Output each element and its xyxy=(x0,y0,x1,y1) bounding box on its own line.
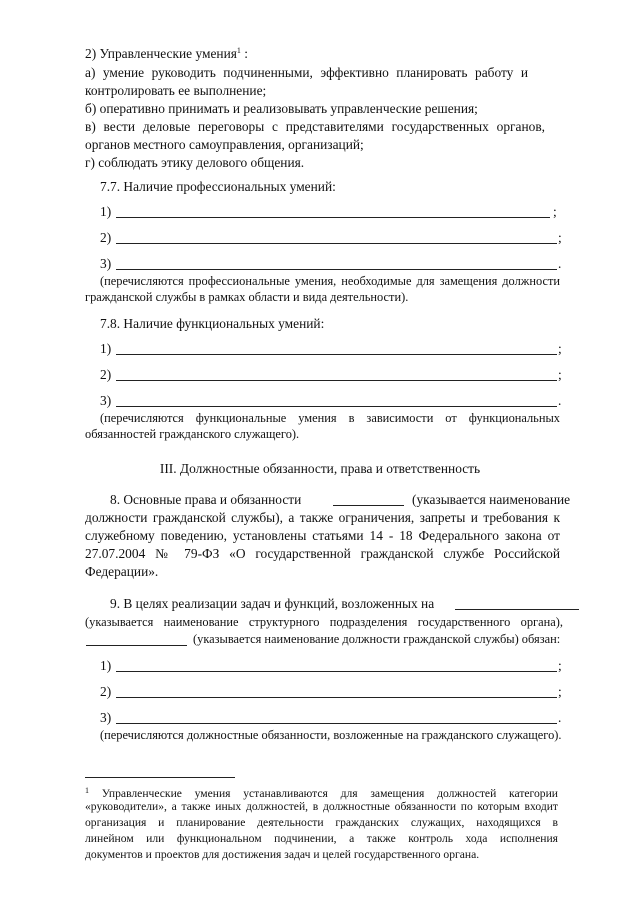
rights-paragraph-line: должности гражданской службы), а также ограничения, запреты и требования к xyxy=(85,510,560,525)
list-item-number: 2) xyxy=(100,684,112,699)
duties-paragraph-hint-cont: (указывается наименование должности гражданской службы) обязан: xyxy=(193,632,561,646)
blank-line xyxy=(116,380,557,381)
footnote-line: $^1$ Управленческие умения устанавливаются для замещения должностей категории xyxy=(85,786,558,800)
footnote-mark: 1 xyxy=(85,786,89,795)
blank-line xyxy=(116,354,557,355)
list-item-end: . xyxy=(558,710,562,725)
footnote-ref: 1 xyxy=(236,46,241,55)
blank-line xyxy=(116,406,557,407)
blank-line xyxy=(333,505,404,506)
managerial-skill-d: г) соблюдать этику делового общения. xyxy=(85,155,305,170)
list-item-number: 1) xyxy=(100,341,112,356)
blank-line xyxy=(86,645,187,646)
list-item-end: ; xyxy=(558,367,562,382)
managerial-skill-b: б) оперативно принимать и реализовывать управленческие решения; xyxy=(85,101,478,116)
functional-skills-note: (перечисляются функциональные умения в зависимости от функциональных xyxy=(100,411,560,425)
rights-paragraph-hint: (указывается наименование xyxy=(412,492,571,507)
footnote-line: «руководители», а также иных должностей, в должностные обязанности по которым входит xyxy=(85,800,558,813)
list-item-number: 3) xyxy=(100,710,112,725)
blank-line xyxy=(116,723,557,724)
managerial-skill-c-cont: органов местного самоуправления, организаций; xyxy=(85,137,364,152)
list-item-number: 1) xyxy=(100,658,112,673)
list-item-end: ; xyxy=(558,684,562,699)
section-3-heading: III. Должностные обязанности, права и ответственность xyxy=(159,461,481,476)
managerial-skill-a-cont: контролировать ее выполнение; xyxy=(85,83,267,98)
blank-line xyxy=(116,217,550,218)
rights-paragraph-line: 27.07.2004 № 79-ФЗ «О государственной гражданской службе Российской xyxy=(85,546,560,561)
list-item-end: ; xyxy=(558,341,562,356)
list-item-end: ; xyxy=(558,230,562,245)
footnote-separator xyxy=(85,777,235,778)
list-item-number: 3) xyxy=(100,393,112,408)
functional-skills-heading: 7.8. Наличие функциональных умений: xyxy=(100,316,325,331)
duties-paragraph-start: 9. В целях реализации задач и функций, возложенных на xyxy=(110,596,435,611)
blank-line xyxy=(116,269,557,270)
footnote-line: линейном или функциональном подчинении, а также контроль хода исполнения xyxy=(85,832,558,845)
list-item-number: 2) xyxy=(100,230,112,245)
managerial-skill-a: а) умение руководить подчиненными, эффективно планировать работу и xyxy=(85,65,528,80)
duties-paragraph-hint: (указывается наименование структурного подразделения государственного органа), xyxy=(85,615,563,629)
professional-skills-note-cont: гражданской службы в рамках области и вида деятельности). xyxy=(85,290,409,304)
list-item-number: 1) xyxy=(100,204,112,219)
footnote-line: документов и проектов для достижения задач и целей государственного органа. xyxy=(85,848,480,861)
rights-paragraph-line: служебному поведению, установлены статьями 14 - 18 Федерального закона от xyxy=(85,528,560,543)
professional-skills-note: (перечисляются профессиональные умения, необходимые для замещения должности xyxy=(100,274,560,288)
list-item-number: 2) xyxy=(100,367,112,382)
blank-line xyxy=(455,609,579,610)
blank-line xyxy=(116,697,557,698)
footnote-line: организация и планирование деятельности гражданских служащих, находящихся в xyxy=(85,816,558,829)
list-item-number: 3) xyxy=(100,256,112,271)
managerial-skill-c: в) вести деловые переговоры с представителями государственных органов, xyxy=(85,119,545,134)
managerial-skills-heading: 2) Управленческие умения$^1$ : xyxy=(85,46,248,61)
professional-skills-heading: 7.7. Наличие профессиональных умений: xyxy=(100,179,336,194)
rights-paragraph-line: Федерации». xyxy=(85,564,159,579)
list-item-end: ; xyxy=(553,204,557,219)
duties-note: (перечисляются должностные обязанности, возложенные на гражданского служащего). xyxy=(100,728,562,742)
list-item-end: . xyxy=(558,256,562,271)
blank-line xyxy=(116,671,557,672)
list-item-end: ; xyxy=(558,658,562,673)
list-item-end: . xyxy=(558,393,562,408)
blank-line xyxy=(116,243,557,244)
functional-skills-note-cont: обязанностей гражданского служащего). xyxy=(85,427,300,441)
rights-paragraph-start: 8. Основные права и обязанности xyxy=(110,492,302,507)
